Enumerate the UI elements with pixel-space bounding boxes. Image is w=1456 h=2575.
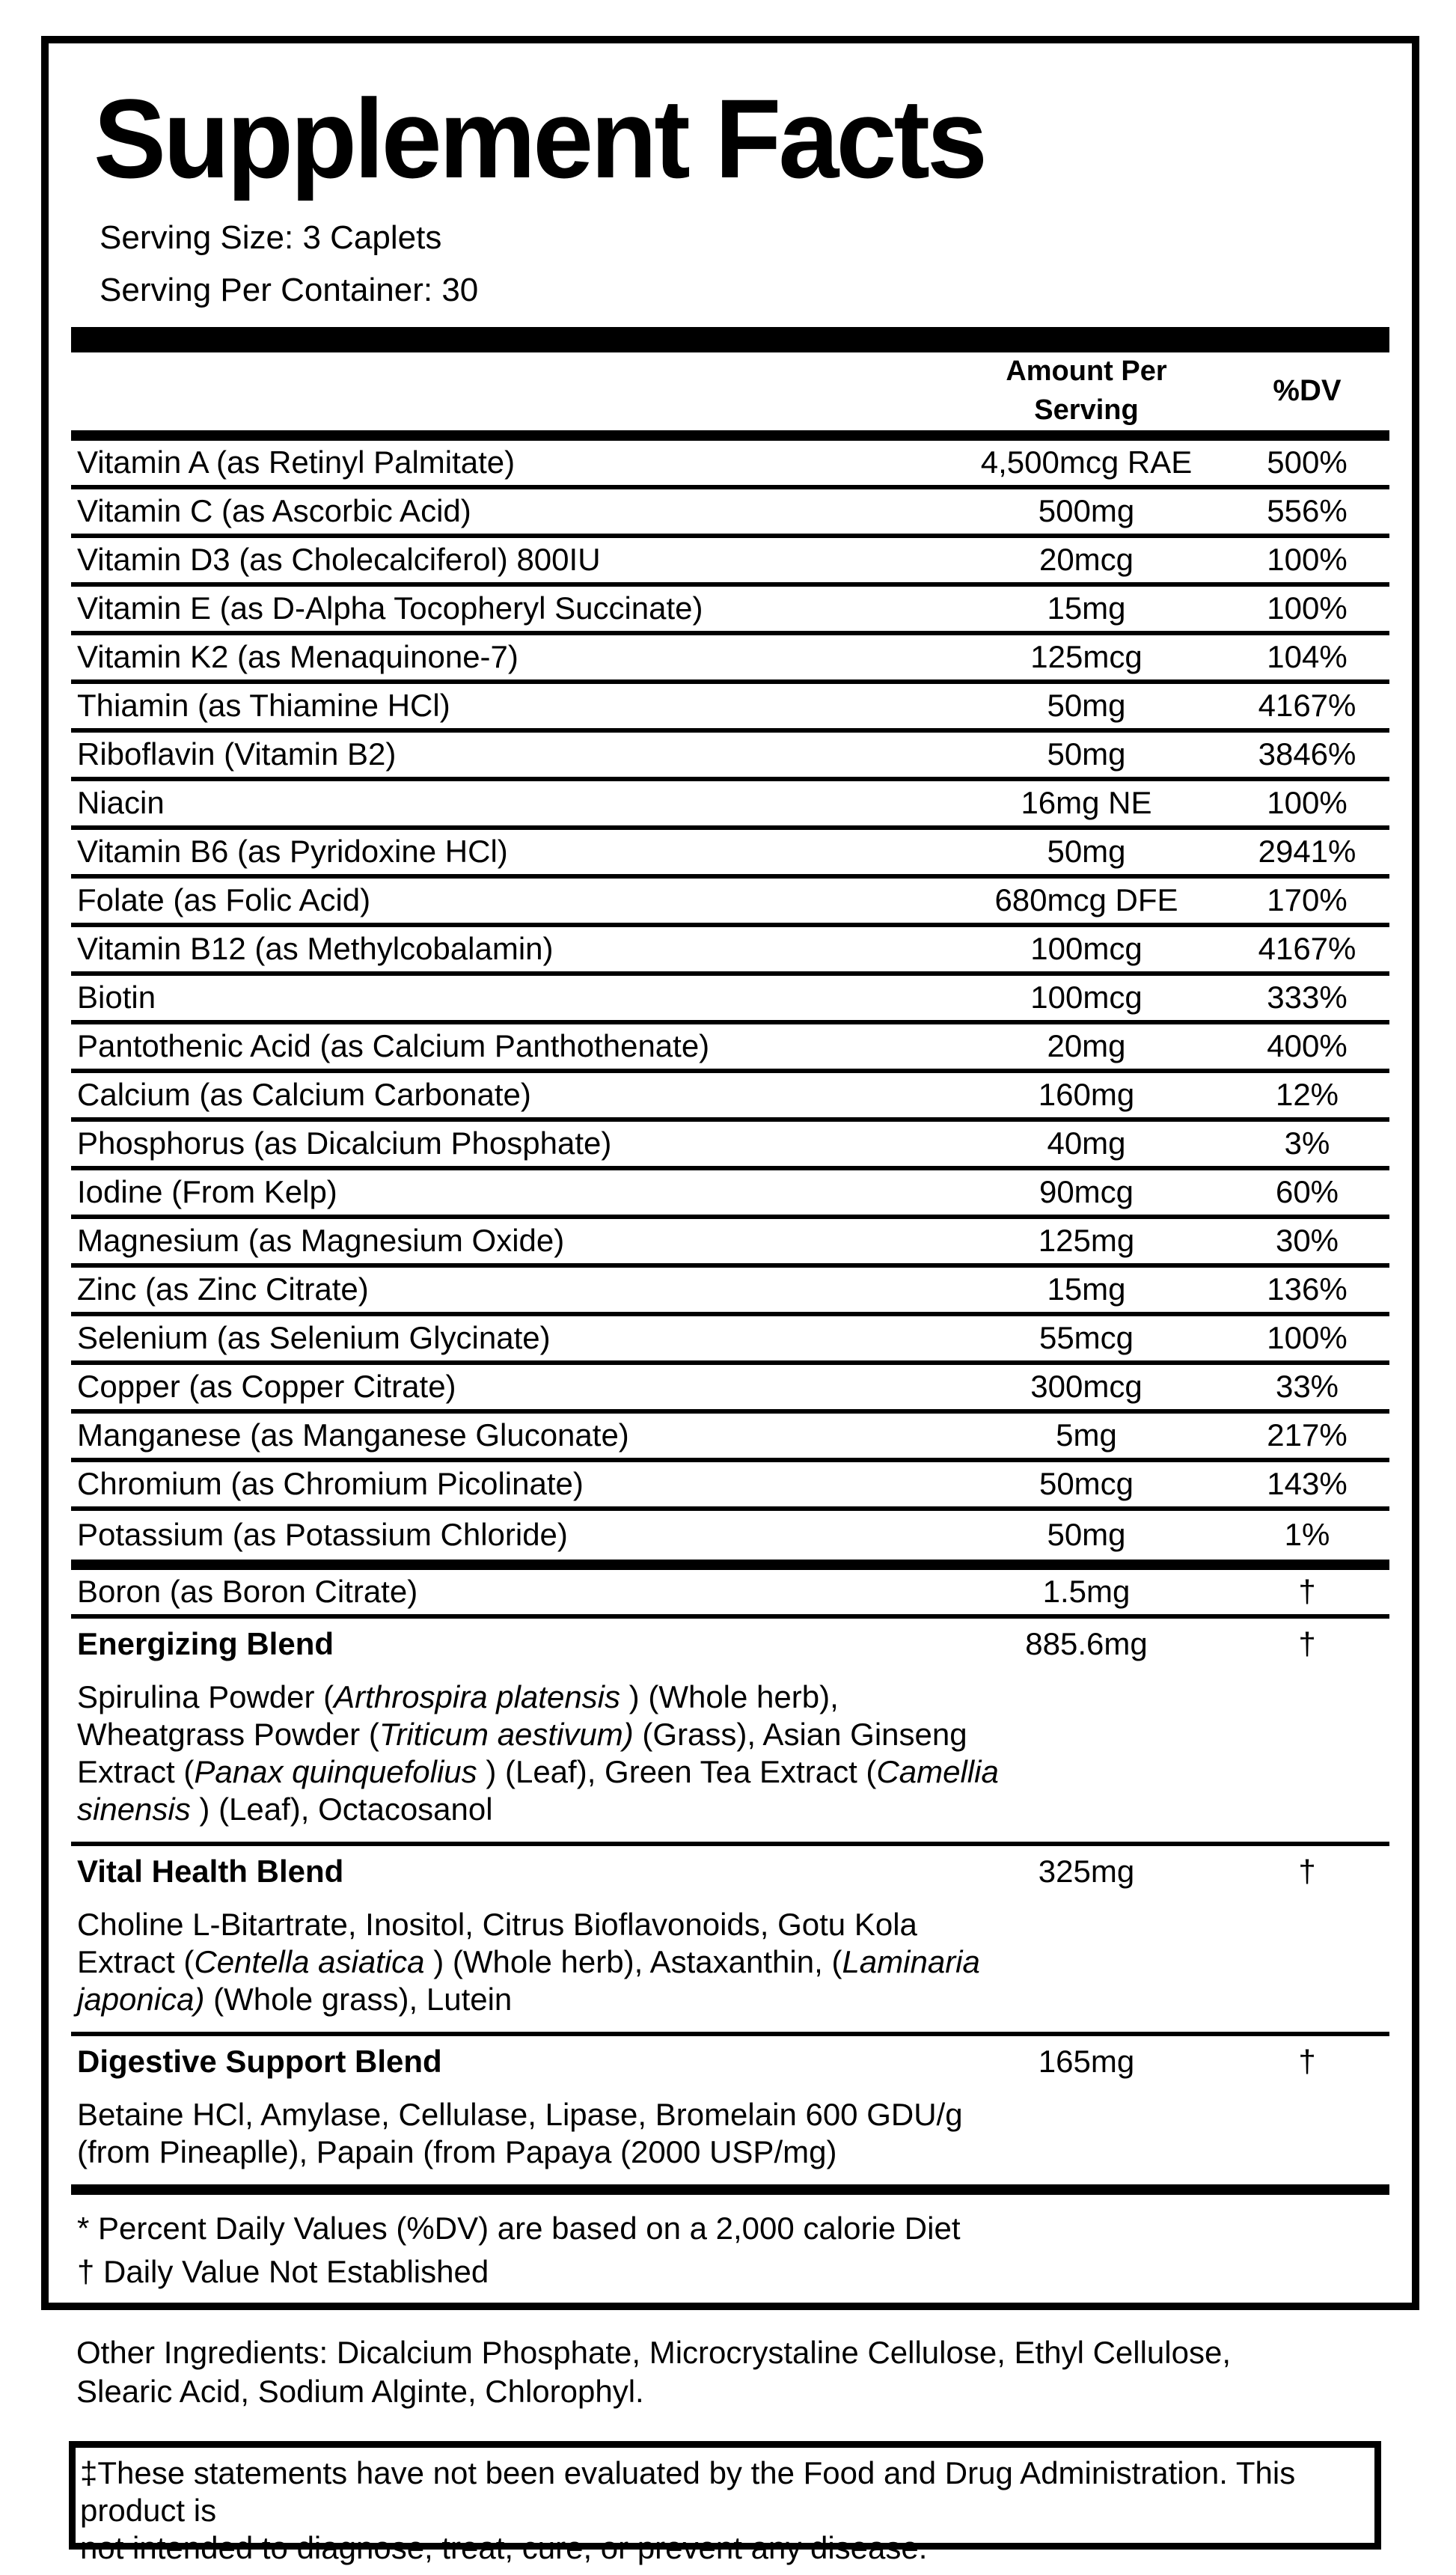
fda-disclaimer-line-1: ‡These statements have not been evaluated by the Food and Drug Administration. This product is [80,2455,1296,2528]
nutrient-rows [71,441,1389,1560]
nutrient-dv: 100% [1267,785,1348,821]
nutrient-dv: 217% [1267,1417,1348,1453]
nutrient-name: Niacin [77,785,165,821]
nutrient-row [71,635,1389,684]
nutrient-dv: 100% [1267,590,1348,626]
nutrient-row [71,781,1389,830]
nutrient-row [71,1462,1389,1511]
latin-species-name: Arthrospira platensis [334,1679,621,1714]
nutrient-row [71,976,1389,1024]
nutrient-dv: 333% [1267,980,1348,1015]
nutrient-dv: 30% [1275,1223,1339,1259]
blend-heading-row [71,1619,1389,1670]
ingredient-text: (Grass), Asian Ginseng [633,1716,967,1752]
amount-column-header-cell [948,352,1225,430]
nutrient-row [71,1122,1389,1170]
nutrient-row [71,1170,1389,1219]
nutrient-amount: 40mg [1047,1125,1126,1161]
blend-name: Digestive Support Blend [77,2043,442,2079]
nutrient-row [71,927,1389,976]
nutrient-amount: 125mg [1038,1223,1135,1259]
nutrient-name: Copper (as Copper Citrate) [77,1369,456,1405]
nutrient-name: Vitamin B12 (as Methylcobalamin) [77,931,554,967]
nutrient-row [71,1268,1389,1316]
ingredient-text: Extract ( [77,1943,195,1979]
blend-name: Vital Health Blend [77,1853,344,1889]
nutrient-dv: 500% [1267,445,1348,480]
latin-species-name: Panax quinquefolius [194,1753,477,1789]
supplement-facts-panel [41,36,1419,2310]
fda-disclaimer-line-2: not intended to diagnose, treat, cure, or prevent any disease. [80,2530,928,2565]
nutrient-row [71,1219,1389,1268]
nutrient-name: Vitamin D3 (as Cholecalciferol) 800IU [77,542,601,578]
nutrient-amount: 16mg NE [1021,785,1152,821]
nutrient-dv: 170% [1267,882,1348,918]
nutrient-name: Folate (as Folic Acid) [77,882,371,918]
nutrient-amount: 1.5mg [1042,1574,1131,1610]
percent-dv-header: %DV [1273,374,1342,408]
ingredient-text: ) (Whole herb), [620,1679,839,1714]
footnotes [71,2195,1389,2294]
nutrient-dv: † [1298,1574,1316,1610]
blend-name: Energizing Blend [77,1625,334,1661]
latin-species-name: sinensis [77,1791,191,1827]
latin-species-name: japonica) [77,1981,205,2017]
nutrient-name: Chromium (as Chromium Picolinate) [77,1466,584,1502]
servings-per-container: Serving Per Container: 30 [100,272,479,309]
ingredient-text: ) (Whole herb), Astaxanthin, ( [424,1943,842,1979]
nutrient-amount: 50mcg [1039,1466,1134,1502]
nutrient-row [71,879,1389,927]
nutrient-amount: 125mcg [1030,639,1143,675]
nutrient-row [71,587,1389,635]
divider-medium-header [71,430,1389,441]
nutrient-amount: 50mg [1047,1517,1126,1553]
blend-amount: 165mg [1038,2043,1135,2079]
nutrient-row [71,489,1389,538]
ingredient-text: ) (Leaf), Green Tea Extract ( [477,1753,877,1789]
blend-dv: † [1298,1853,1316,1889]
amount-per-serving-header: Amount Per Serving [1006,355,1167,426]
latin-species-name: Camellia [876,1753,999,1789]
nutrient-dv: 3% [1284,1125,1330,1161]
nutrient-dv: 3846% [1258,736,1356,772]
nutrient-dv: 400% [1267,1028,1348,1064]
nutrient-amount: 50mg [1047,688,1126,724]
nutrient-dv: 12% [1275,1077,1339,1113]
latin-species-name: Triticum aestivum) [379,1716,634,1752]
ingredient-text: (from Pineaplle), Papain (from Papaya (2000 USP/mg) [77,2133,837,2169]
nutrient-name: Pantothenic Acid (as Calcium Panthothenate) [77,1028,710,1064]
nutrient-name: Boron (as Boron Citrate) [77,1574,418,1610]
blend-section [71,1619,1389,1846]
blend-section [71,2036,1389,2184]
nutrient-amount: 5mg [1056,1417,1117,1453]
nutrient-row [71,1073,1389,1122]
nutrient-amount: 100mcg [1030,931,1143,967]
blend-heading-row [71,1846,1389,1897]
nutrient-dv: 104% [1267,639,1348,675]
nutrient-amount: 90mcg [1039,1174,1134,1210]
other-ingredients [76,2333,1348,2411]
fda-disclaimer-box [69,2441,1381,2565]
nutrient-amount: 55mcg [1039,1320,1134,1356]
nutrient-amount: 20mcg [1039,542,1134,578]
nutrient-row [71,538,1389,587]
nutrient-dv: 60% [1275,1174,1339,1210]
blend-description [71,1670,1389,1842]
panel-title: Supplement Facts [94,76,985,201]
nutrient-name: Magnesium (as Magnesium Oxide) [77,1223,565,1259]
blend-description-line [77,1906,1389,1943]
nutrient-row [71,441,1389,489]
blend-dv: † [1298,1625,1316,1661]
other-ingredients-line-2: Slearic Acid, Sodium Alginte, Chlorophyl. [76,2374,644,2409]
ingredient-text: ) (Leaf), Octacosanol [190,1791,493,1827]
nutrient-name: Vitamin K2 (as Menaquinone-7) [77,639,519,675]
nutrient-name: Thiamin (as Thiamine HCl) [77,688,450,724]
blend-dv: † [1298,2043,1316,2079]
nutrient-name: Potassium (as Potassium Chloride) [77,1517,568,1553]
nutrient-amount: 300mcg [1030,1369,1143,1405]
ingredient-text: Extract ( [77,1753,195,1789]
panel-inner [49,76,1412,2294]
ingredient-text: Choline L-Bitartrate, Inositol, Citrus Bioflavonoids, Gotu Kola [77,1906,917,1942]
nutrient-name: Vitamin C (as Ascorbic Acid) [77,493,471,529]
nutrient-amount: 50mg [1047,834,1126,870]
nutrient-dv: 33% [1275,1369,1339,1405]
blend-amount: 325mg [1038,1853,1135,1889]
nutrient-name: Zinc (as Zinc Citrate) [77,1271,369,1307]
blend-description-line [77,1679,1389,1716]
divider-medium-potassium [71,1560,1389,1570]
nutrient-amount: 100mcg [1030,980,1143,1015]
footnote-percent-dv: * Percent Daily Values (%DV) are based on a 2,000 calorie Diet [77,2210,961,2246]
nutrient-amount: 500mg [1038,493,1135,529]
nutrient-name: Calcium (as Calcium Carbonate) [77,1077,531,1113]
nutrient-row [71,1570,1389,1619]
nutrient-dv: 136% [1267,1271,1348,1307]
nutrient-name: Biotin [77,980,156,1015]
nutrient-amount: 50mg [1047,736,1126,772]
nutrient-dv: 4167% [1258,688,1356,724]
nutrient-row [71,1511,1389,1560]
nutrient-name: Phosphorus (as Dicalcium Phosphate) [77,1125,612,1161]
nutrient-amount: 15mg [1047,1271,1126,1307]
footnote-dagger: † Daily Value Not Established [77,2253,489,2289]
nutrient-dv: 1% [1284,1517,1330,1553]
nutrient-row [71,1024,1389,1073]
nutrient-amount: 20mg [1047,1028,1126,1064]
nutrient-name: Selenium (as Selenium Glycinate) [77,1320,551,1356]
nutrient-name: Vitamin E (as D-Alpha Tocopheryl Succinate) [77,590,703,626]
blend-section [71,1846,1389,2036]
nutrient-name: Vitamin A (as Retinyl Palmitate) [77,445,516,480]
blend-description-line [77,1791,1389,1828]
nutrient-row [71,1414,1389,1462]
blend-sections [71,1619,1389,2184]
blend-description-line [77,2096,1389,2133]
latin-species-name: Centella asiatica [194,1943,425,1979]
blend-description [71,2087,1389,2184]
nutrient-amount: 160mg [1038,1077,1135,1113]
blend-amount: 885.6mg [1025,1625,1148,1661]
ingredient-text: Wheatgrass Powder ( [77,1716,379,1752]
nutrient-row [71,1365,1389,1414]
blend-description [71,1897,1389,2032]
nutrient-name: Iodine (From Kelp) [77,1174,337,1210]
blend-description-line [77,1943,1389,1981]
other-ingredients-line-1: Other Ingredients: Dicalcium Phosphate, Microcrystaline Cellulose, Ethyl Cellulose, [76,2335,1232,2370]
nutrient-amount: 15mg [1047,590,1126,626]
blend-description-line [77,2133,1389,2171]
nutrient-amount: 680mcg DFE [994,882,1178,918]
nutrient-dv: 2941% [1258,834,1356,870]
table-header-row [71,352,1389,430]
ingredient-text: Spirulina Powder ( [77,1679,334,1714]
nutrient-dv: 143% [1267,1466,1348,1502]
nutrient-dv: 100% [1267,1320,1348,1356]
blend-heading-row [71,2036,1389,2087]
nutrient-amount: 4,500mcg RAE [980,445,1193,480]
nutrient-row [71,830,1389,879]
nutrient-row [71,1316,1389,1365]
nutrient-name: Vitamin B6 (as Pyridoxine HCl) [77,834,508,870]
ingredient-text: Betaine HCl, Amylase, Cellulase, Lipase, Bromelain 600 GDU/g [77,2096,963,2132]
latin-species-name: Laminaria [842,1943,980,1979]
blend-description-line [77,1981,1389,2018]
nutrient-row [71,684,1389,733]
blend-description-line [77,1753,1389,1791]
nutrient-dv: 4167% [1258,931,1356,967]
serving-size: Serving Size: 3 Caplets [100,219,442,256]
nutrient-name: Manganese (as Manganese Gluconate) [77,1417,629,1453]
blend-description-line [77,1716,1389,1753]
extra-nutrient-rows [71,1570,1389,1619]
divider-thick-top [71,327,1389,352]
nutrient-dv: 100% [1267,542,1348,578]
nutrient-dv: 556% [1267,493,1348,529]
nutrient-row [71,733,1389,781]
ingredient-text: (Whole grass), Lutein [204,1981,513,2017]
nutrient-name: Riboflavin (Vitamin B2) [77,736,397,772]
divider-medium-footnotes [71,2184,1389,2195]
